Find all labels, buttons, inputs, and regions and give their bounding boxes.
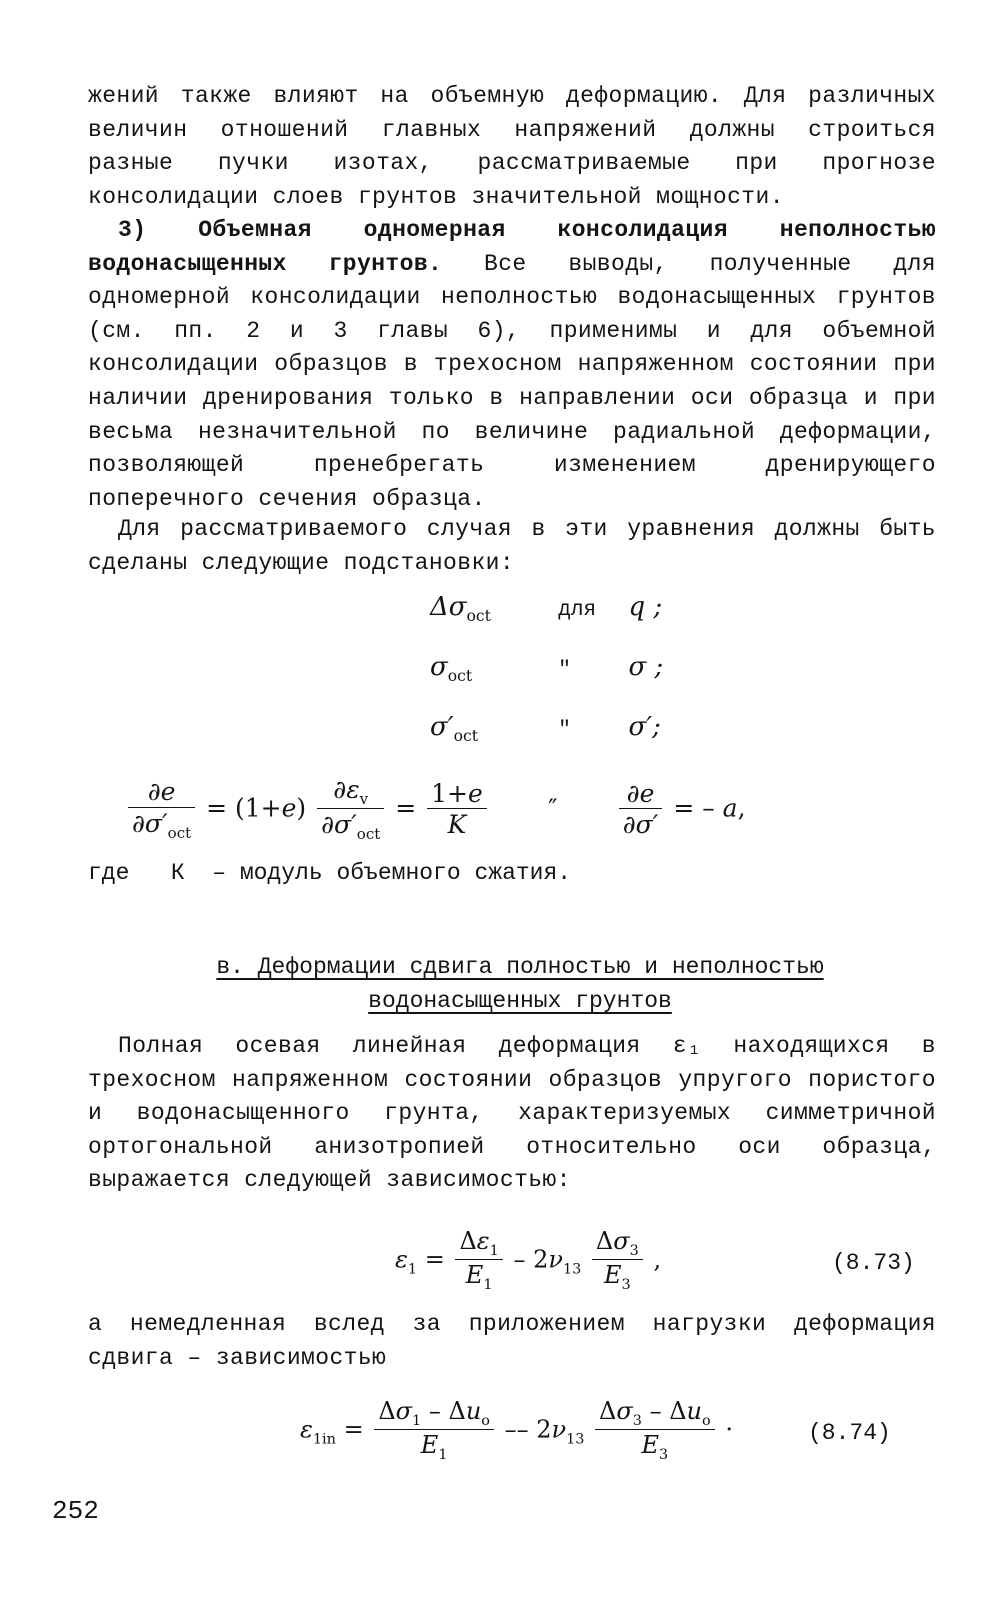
page-number: 252: [52, 1496, 99, 1526]
substitution-connector: для: [558, 599, 597, 622]
substitution-lhs: $\sigma_{oct}$: [430, 652, 473, 686]
equation-number-8-73: (8.73): [832, 1250, 915, 1276]
substitution-connector: ″: [558, 659, 571, 682]
paragraph-substitutions-intro: [88, 513, 936, 580]
paragraph-intro: [88, 80, 936, 214]
equation-derivative-relation: $\frac{\partial e}{\partial\sigma'_{oct}}$ = (1+e) $\frac{\partial\varepsilon_v}{\partial\sigma'_{oct}}$ = $\frac{1+e}{K}$ ″ $\frac{\partial e}{\partial\sigma'}$ = – a,: [125, 776, 746, 844]
paragraph-volumetric-text: Все выводы, полученные для одномерной консолидации неполностью водонасыщенных грунтов (см. пп. 2 и 3 главы 6), применимы и для объемной консолидации образцов в трехосном напряженном состоянии при наличии дренирования только в направлении оси образца и при весьма незначительной по величине радиальной деформации, позволяющей пренебрегать изменением дренирующего поперечного сечения образца.: [88, 250, 936, 512]
substitution-rhs: σ′;: [628, 712, 661, 742]
equation-number-8-74: (8.74): [808, 1420, 891, 1446]
paragraph-shear-strain: [88, 1308, 936, 1375]
substitution-connector: ″: [558, 719, 571, 742]
substitution-lhs: $\Delta\sigma_{oct}$: [430, 592, 491, 626]
paragraph-substitutions-text: Для рассматриваемого случая в эти уравнения должны быть сделаны следующие подстановки:: [88, 516, 936, 576]
substitution-row-2: [430, 652, 663, 685]
section-heading-line2: водонасыщенных грунтов: [368, 988, 672, 1014]
section-heading-line1: в. Деформации сдвига полностью и неполностью: [216, 954, 824, 980]
paragraph-lead-heading: 3) Объемная одномерная консолидация неполностью водонасыщенных грунтов.: [88, 217, 936, 277]
section-heading: [170, 950, 870, 1018]
substitution-lhs: $\sigma'_{oct}$: [430, 712, 479, 746]
paragraph-shear-strain-text: а немедленная вслед за приложением нагрузки деформация сдвига – зависимостью: [88, 1311, 936, 1371]
where-definition: где К – модуль объемного сжатия.: [88, 860, 572, 886]
paragraph-volumetric-consolidation: [88, 214, 936, 516]
substitution-row-3: [430, 712, 661, 745]
substitution-row-1: [430, 592, 662, 625]
equation-8-73: $\varepsilon_1$ = $\frac{\Delta\varepsilon_1}{E_1}$ – $2\nu_{13}$ $\frac{\Delta\sigma_3}{E_3}$ ,: [395, 1227, 662, 1294]
paragraph-axial-strain-text: Полная осевая линейная деформация ε₁ находящихся в трехосном напряженном состоянии образцов упругого пористого и водонасыщенного грунта, характеризуемых симметричной ортогональной анизотропией относительно оси образца, выражается следующей зависимостью:: [88, 1033, 936, 1194]
substitution-rhs: q ;: [628, 592, 663, 622]
equation-8-74: $\varepsilon_{1in}$ = $\frac{\Delta\sigma_1 - \Delta u_o}{E_1}$ –– $2\nu_{13}$ $\frac{\Delta\sigma_3 - \Delta u_o}{E_3}$ ·: [300, 1397, 733, 1464]
paragraph-axial-strain: [88, 1030, 936, 1198]
paragraph-intro-text: жений также влияют на объемную деформацию. Для различных величин отношений главных напряжений должны строиться разные пучки изотах, рассматриваемые при прогнозе консолидации слоев грунтов значительной мощности.: [88, 83, 936, 210]
substitution-rhs: σ ;: [628, 652, 664, 682]
